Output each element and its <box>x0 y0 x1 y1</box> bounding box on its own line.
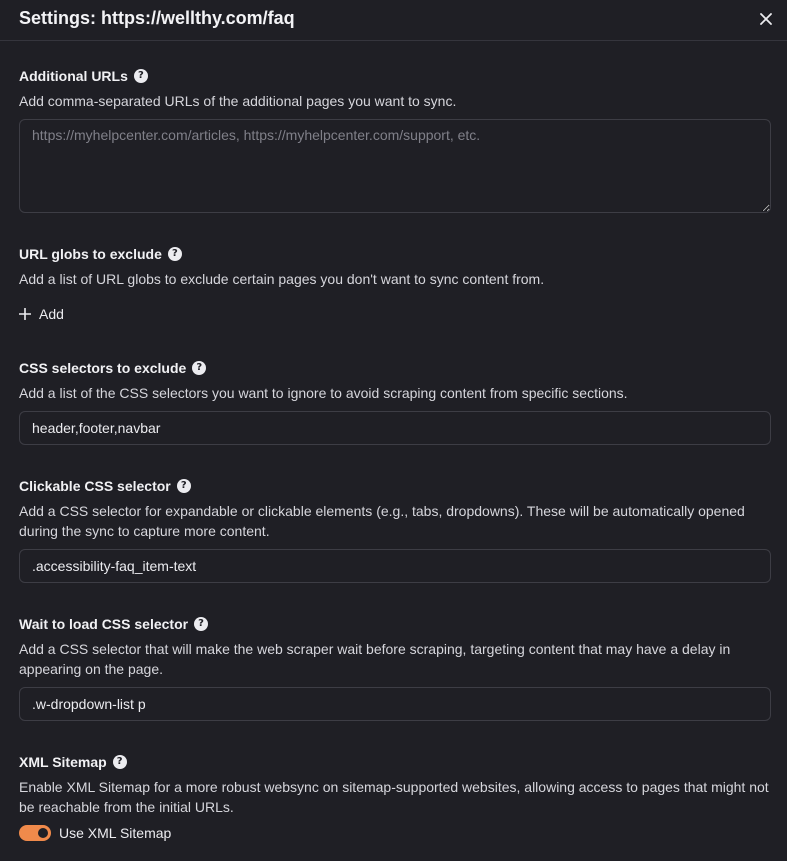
clickable-css-label: Clickable CSS selector <box>19 478 171 494</box>
plus-icon <box>19 308 31 320</box>
wait-css-description: Add a CSS selector that will make the web scraper wait before scraping, targeting content that may have a delay in appearing on the page. <box>19 641 731 677</box>
modal-header <box>0 0 787 41</box>
close-icon <box>760 13 772 25</box>
url-globs-label: URL globs to exclude <box>19 246 162 262</box>
css-exclude-label: CSS selectors to exclude <box>19 360 187 376</box>
toggle-knob <box>38 828 48 838</box>
additional-urls-section <box>19 67 771 213</box>
css-exclude-section <box>19 359 771 445</box>
xml-sitemap-section <box>19 753 771 841</box>
xml-sitemap-toggle[interactable] <box>19 825 51 841</box>
help-icon[interactable]: ? <box>194 617 208 631</box>
xml-sitemap-label: XML Sitemap <box>19 754 107 770</box>
additional-urls-description: Add comma-separated URLs of the additional pages you want to sync. <box>19 93 457 109</box>
close-button[interactable] <box>755 8 777 30</box>
help-icon[interactable]: ? <box>177 479 191 493</box>
help-icon[interactable]: ? <box>113 755 127 769</box>
wait-css-section <box>19 615 771 721</box>
css-exclude-input[interactable] <box>19 411 771 445</box>
help-icon[interactable]: ? <box>168 247 182 261</box>
additional-urls-label: Additional URLs <box>19 68 128 84</box>
add-url-glob-button[interactable] <box>19 305 64 323</box>
wait-css-input[interactable] <box>19 687 771 721</box>
wait-css-label: Wait to load CSS selector <box>19 616 189 632</box>
help-icon[interactable]: ? <box>192 361 206 375</box>
help-icon[interactable]: ? <box>134 69 148 83</box>
xml-sitemap-toggle-label: Use XML Sitemap <box>59 825 172 841</box>
clickable-css-description: Add a CSS selector for expandable or clickable elements (e.g., tabs, dropdowns). These will be automatically opened during the sync to capture more content. <box>19 503 745 539</box>
add-label: Add <box>39 306 64 322</box>
url-globs-description: Add a list of URL globs to exclude certain pages you don't want to sync content from. <box>19 271 545 287</box>
clickable-css-input[interactable] <box>19 549 771 583</box>
clickable-css-section <box>19 477 771 583</box>
css-exclude-description: Add a list of the CSS selectors you want to ignore to avoid scraping content from specific sections. <box>19 385 628 401</box>
xml-sitemap-description: Enable XML Sitemap for a more robust websync on sitemap-supported websites, allowing access to pages that might not be reachable from the initial URLs. <box>19 779 769 815</box>
additional-urls-input[interactable] <box>19 119 771 213</box>
modal-title: Settings: https://wellthy.com/faq <box>19 7 295 28</box>
url-globs-section <box>19 245 771 325</box>
settings-form <box>0 41 787 841</box>
